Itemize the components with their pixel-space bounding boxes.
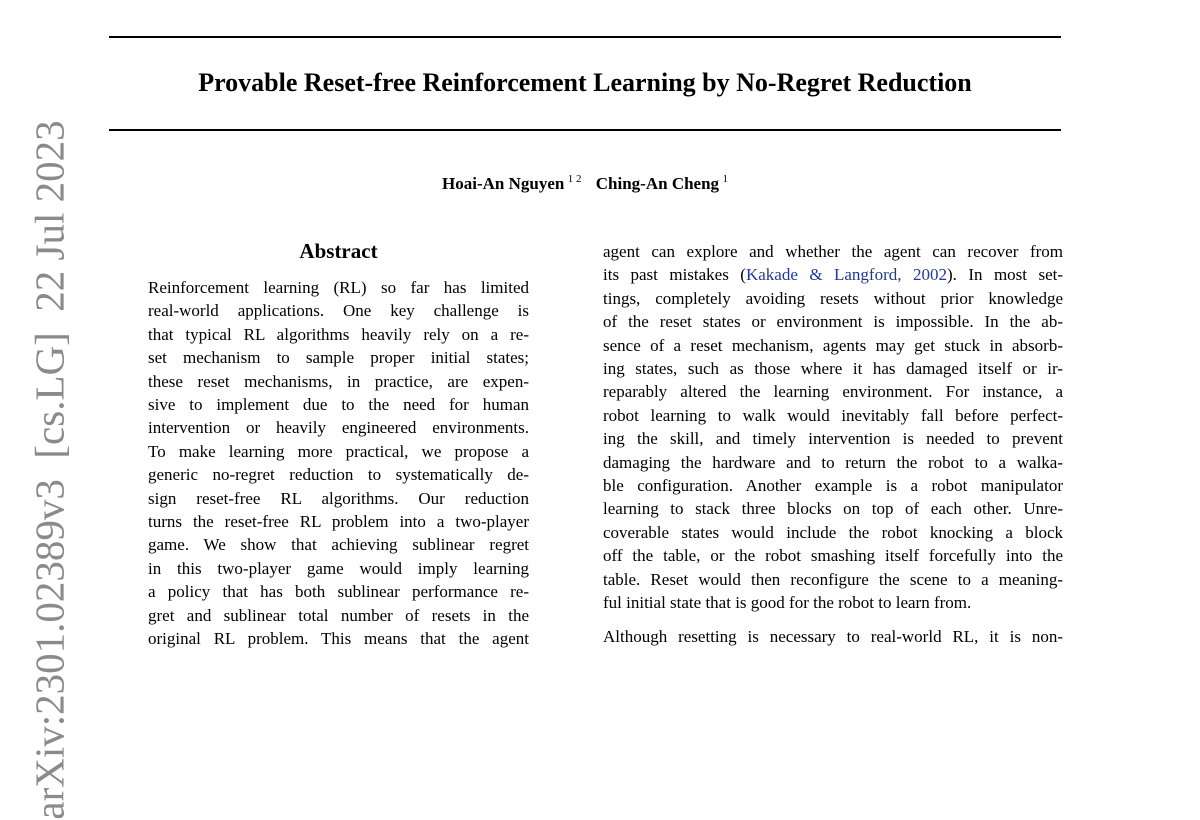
citation-link[interactable]: Kakade & Langford, 2002: [745, 265, 947, 285]
text-line: intervention or heavily engineered environments.: [148, 418, 529, 438]
text-segment: its past mistakes (: [603, 265, 746, 285]
author-list: [109, 172, 1061, 196]
title-rule-bottom: [109, 129, 1061, 131]
text-line: agent can explore and whether the agent can recover from: [603, 242, 1063, 261]
author-2: [596, 174, 728, 193]
text-line: reparably altered the learning environment. For instance, a: [603, 382, 1063, 402]
text-line: sence of a reset mechanism, agents may get stuck in absorb-: [603, 335, 1063, 355]
text-line: Although resetting is necessary to real-world RL, it is non-: [603, 626, 1063, 646]
introduction-column: [603, 240, 1063, 648]
body-paragraph-2: [603, 625, 1063, 648]
text-line: in this two-player game would imply learning: [148, 558, 529, 578]
text-line: real-world applications. One key challenge is: [148, 301, 529, 321]
body-paragraph-1: [603, 240, 1063, 615]
text-line: ble configuration. Another example is a robot manipulator: [603, 476, 1063, 496]
text-line: that typical RL algorithms heavily rely on a re-: [148, 324, 529, 344]
text-line: set mechanism to sample proper initial states;: [148, 348, 529, 368]
arxiv-identifier-stamp: arXiv:2301.02389v3 [cs.LG] 22 Jul 2023: [26, 120, 73, 820]
paper-title: Provable Reset-free Reinforcement Learning by No-Regret Reduction: [198, 68, 972, 97]
abstract-paragraph: [148, 276, 529, 651]
text-line: table. Reset would then reconfigure the scene to a meaning-: [603, 569, 1063, 589]
text-line: off the table, or the robot smashing itself forcefully into the: [603, 546, 1063, 566]
text-line: damaging the hardware and to return the robot to a walka-: [603, 452, 1063, 472]
author-name: Ching-An Cheng: [595, 174, 720, 193]
text-line: learning to stack three blocks on top of each other. Unre-: [603, 499, 1063, 519]
abstract-text: [148, 276, 529, 651]
title-rule-top: [109, 36, 1061, 38]
text-line: a policy that has both sublinear performance re-: [148, 582, 529, 602]
text-line: [603, 263, 1063, 286]
text-line: turns the reset-free RL problem into a two-player: [148, 512, 529, 532]
text-line: generic no-regret reduction to systematically de-: [148, 465, 529, 485]
author-affiliation: 1: [722, 173, 728, 185]
text-segment: ). In most set-: [946, 265, 1064, 285]
text-line: sign reset-free RL algorithms. Our reduction: [148, 488, 529, 508]
text-line: original RL problem. This means that the agent: [148, 629, 529, 649]
text-line: sive to implement due to the need for human: [148, 395, 529, 415]
abstract-heading: Abstract: [299, 239, 378, 263]
text-line: tings, completely avoiding resets without prior knowledge: [603, 288, 1063, 308]
text-line: ful initial state that is good for the robot to learn from.: [603, 593, 972, 613]
author-1: [442, 174, 581, 193]
text-line: To make learning more practical, we propose a: [148, 441, 529, 461]
text-line: of the reset states or environment is impossible. In the ab-: [603, 312, 1063, 332]
text-line: these reset mechanisms, in practice, are expen-: [148, 371, 529, 391]
author-name: Hoai-An Nguyen: [442, 174, 565, 193]
text-line: coverable states would include the robot knocking a block: [603, 522, 1063, 542]
text-line: ing states, such as those where it has damaged itself or ir-: [603, 359, 1063, 379]
text-line: game. We show that achieving sublinear regret: [148, 535, 529, 555]
text-line: Reinforcement learning (RL) so far has limited: [148, 278, 529, 297]
text-line: robot learning to walk would inevitably fall before perfect-: [603, 405, 1063, 425]
author-affiliation: 1 2: [567, 173, 582, 185]
text-line: gret and sublinear total number of resets in the: [148, 605, 529, 625]
text-line: ing the skill, and timely intervention is needed to prevent: [603, 429, 1063, 449]
